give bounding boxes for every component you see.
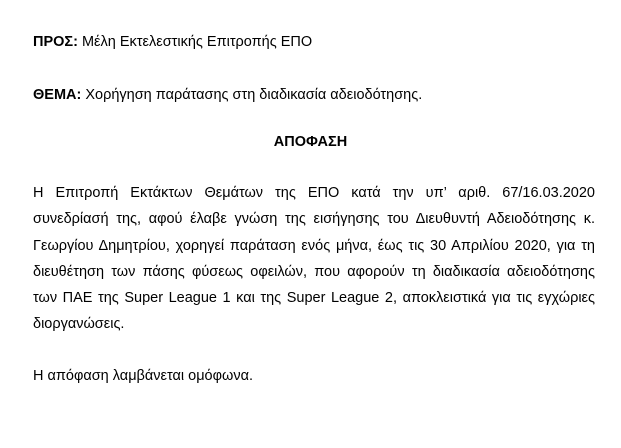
body-line: Γεωργίου Δημητρίου, χορηγεί παράταση ενός μήνα, έως τις 30 Απριλίου 2020, για τη (33, 237, 595, 254)
body-line: διοργανώσεις. (33, 316, 125, 333)
body-line: συνεδρίασή της, αφού έλαβε γνώση της εισήγησης του Διευθυντή Αδειοδότησης κ. (33, 211, 595, 228)
decision-title: ΑΠΟΦΑΣΗ (273, 134, 348, 150)
subject-line (33, 87, 422, 103)
closing-line: Η απόφαση λαμβάνεται ομόφωνα. (33, 368, 254, 384)
to-label: ΠΡΟΣ: (33, 34, 78, 50)
body-line: Η Επιτροπή Εκτάκτων Θεμάτων της ΕΠΟ κατά την υπ’ αριθ. 67/16.03.2020 (33, 185, 595, 201)
body-line: των ΠΑΕ της Super League 1 και της Super League 2, αποκλειστικά για τις εγχώριες (33, 290, 595, 307)
to-line (33, 34, 312, 50)
subject-label: ΘΕΜΑ: (33, 87, 82, 103)
body-line: διευθέτηση των πάσης φύσεως οφειλών, που αφορούν τη διαδικασία αδειοδότησης (33, 263, 595, 280)
to-value: Μέλη Εκτελεστικής Επιτροπής ΕΠΟ (77, 34, 313, 50)
decision-body (33, 180, 595, 338)
subject-value: Χορήγηση παράτασης στη διαδικασία αδειοδότησης. (81, 87, 423, 103)
